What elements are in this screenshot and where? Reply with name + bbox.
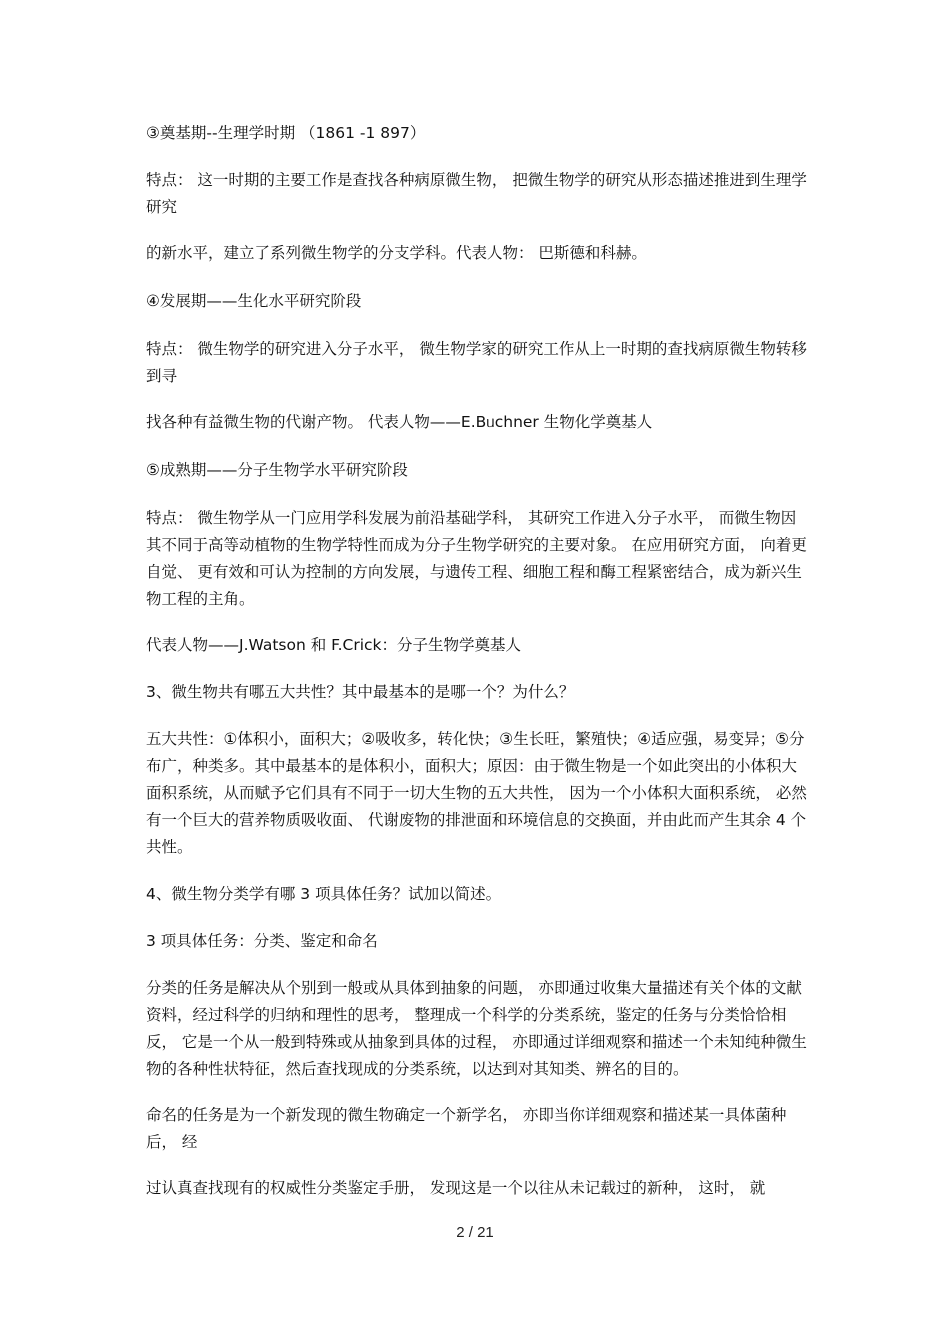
question-3-heading: 3、微生物共有哪五大共性？其中最基本的是哪一个？为什么？ [146, 683, 575, 701]
paragraph-classification-task: 分类的任务是解决从个别到一般或从具体到抽象的问题， 亦即通过收集大量描述有关个体的文献资料，经过科学的归纳和理性的思考， 整理成一个科学的分类系统，鉴定的任务与分类恰恰相反， 它是一个从一般到特殊或从抽象到具体的过程， 亦即通过详细观察和描述一个未知纯种微生物的各种性状特征，然后查找现成的分类系统，以达到对其知类、辨名的目的。 [146, 979, 807, 1078]
paragraph-period-3-continued: 的新水平，建立了系列微生物学的分支学科。代表人物： 巴斯德和科赫。 [146, 244, 647, 262]
paragraph-naming-task: 命名的任务是为一个新发现的微生物确定一个新学名， 亦即当你详细观察和描述某一具体菌种后， 经 [146, 1106, 787, 1151]
paragraph-period-4-title: ④发展期——生化水平研究阶段 [146, 292, 362, 310]
paragraph-naming-task-continued: 过认真查找现有的权威性分类鉴定手册， 发现这是一个以往从未记载过的新种， 这时， 就 [146, 1179, 766, 1197]
paragraph-period-4-continued: 找各种有益微生物的代谢产物。 代表人物——E.Bᥙchner 生物化学奠基人 [146, 413, 653, 431]
question-3-answer: 五大共性：①体积小，面积大；②吸收多，转化快；③生长旺，繁殖快；④适应强，易变异；⑤分布广，种类多。其中最基本的是体积小，面积大；原因：由于微生物是一个如此突出的小体积大面积系统，从而赋予它们具有不同于一切大生物的五大共性， 因为一个小体积大面积系统， 必然有一个巨大的营养物质吸收面、 代谢废物的排泄面和环境信息的交换面，并由此而产生其余 4 个共性。 [146, 730, 807, 856]
document-body [146, 120, 810, 1202]
paragraph-period-3-title: ③奠基期--生理学时期 （1861 -1 897） [146, 124, 426, 142]
paragraph-period-5-features: 特点： 微生物学从一门应用学科发展为前沿基础学科， 其研究工作进入分子水平， 而微生物因其不同于高等动植物的生物学特性而成为分子生物学研究的主要对象。 在应用研究方面， 向着更自觉、 更有效和可认为控制的方向发展，与遗传工程、细胞工程和酶工程紧密结合，成为新兴生物工程的主角。 [146, 509, 807, 608]
question-4-tasks-summary: 3 项具体任务：分类、鉴定和命名 [146, 932, 378, 950]
paragraph-period-4-features: 特点： 微生物学的研究进入分子水平， 微生物学家的研究工作从上一时期的查找病原微生物转移到寻 [146, 340, 807, 385]
paragraph-period-5-representatives: 代表人物——J.Watson 和 F.Crick：分子生物学奠基人 [146, 636, 521, 654]
question-4-heading: 4、微生物分类学有哪 3 项具体任务？试加以简述。 [146, 885, 502, 903]
page-number: 2 / 21 [456, 1224, 494, 1241]
paragraph-period-5-title: ⑤成熟期——分子生物学水平研究阶段 [146, 461, 408, 479]
paragraph-period-3-features: 特点： 这一时期的主要工作是查找各种病原微生物， 把微生物学的研究从形态描述推进到生理学研究 [146, 171, 807, 216]
